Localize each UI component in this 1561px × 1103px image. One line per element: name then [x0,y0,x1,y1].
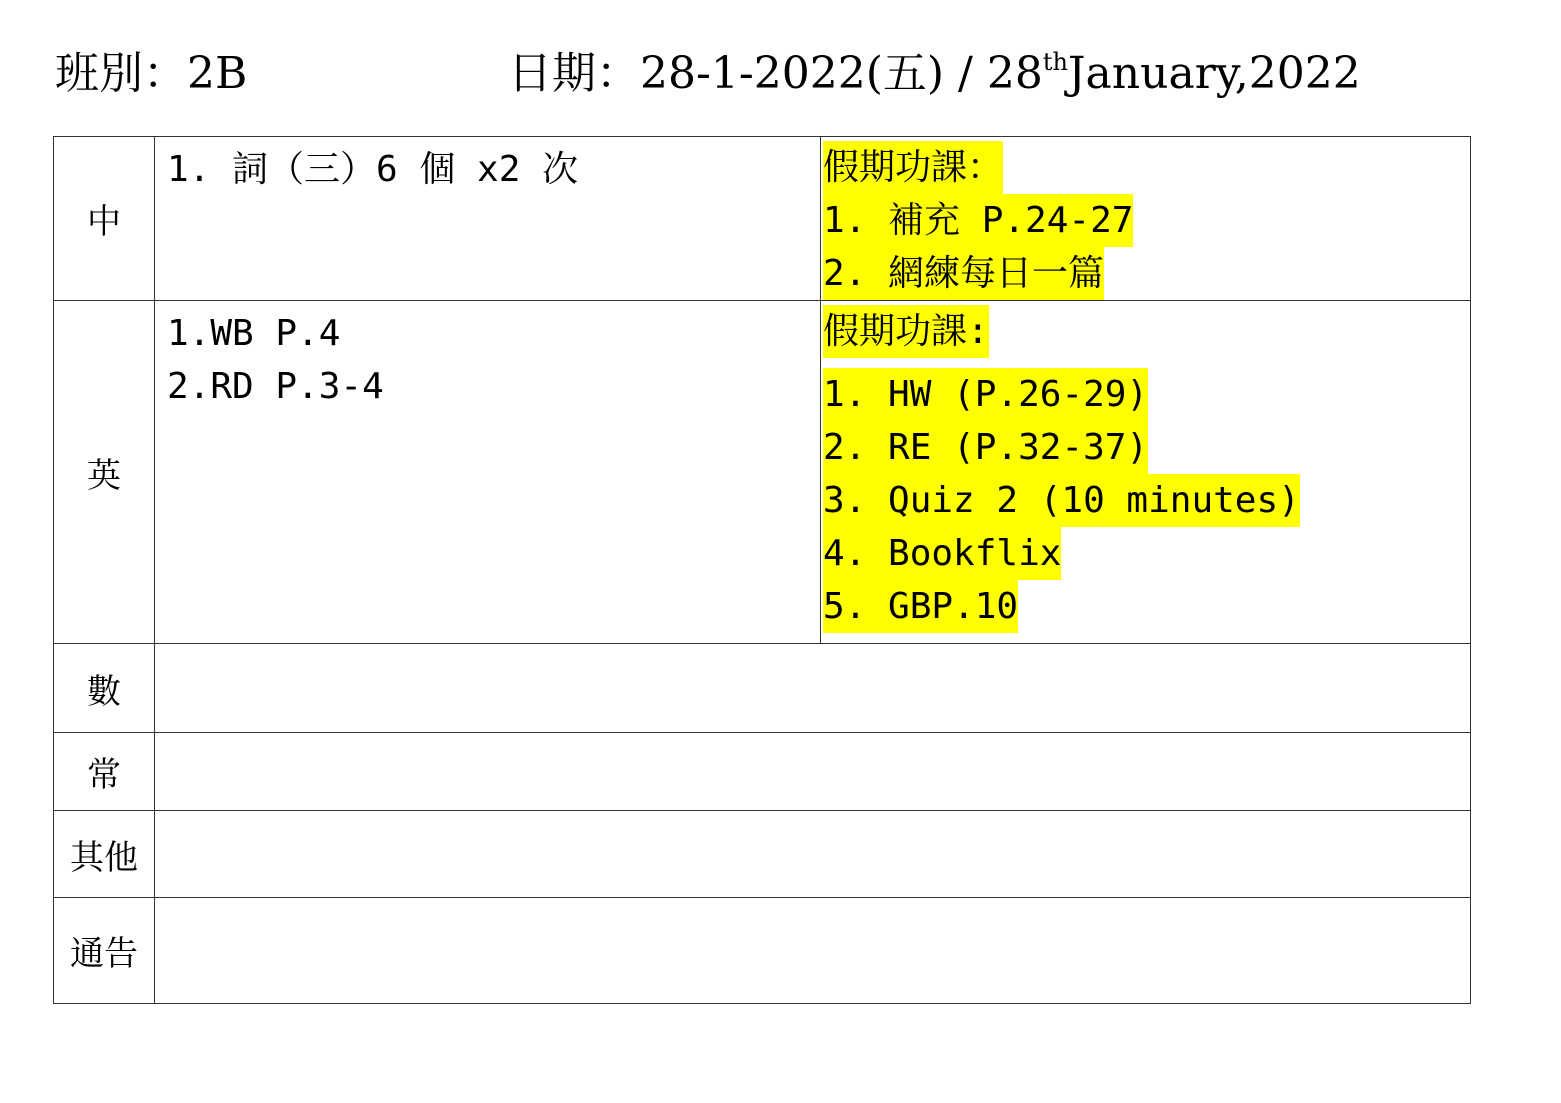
english-holiday-item: 2. RE (P.32-37) [823,421,1148,474]
math-cell [155,644,1471,733]
date-prefix: 日期：28-1-2022(五) / 28 [508,48,1043,99]
chinese-holiday-title: 假期功課： [823,141,1003,194]
subject-chinese: 中 [54,137,155,301]
row-general-studies [54,733,1471,811]
row-english [54,301,1471,644]
english-holiday-cell [821,301,1471,644]
english-daily-item: 1.WB P.4 [167,313,341,354]
date-superscript: th [1042,48,1068,76]
chinese-holiday-cell [821,137,1471,301]
subject-notices: 通告 [54,898,155,1004]
english-holiday-item: 4. Bookflix [823,527,1061,580]
row-chinese [54,137,1471,301]
english-holiday-title: 假期功課: [823,305,989,358]
row-notices [54,898,1471,1004]
english-daily-cell [155,301,821,644]
chinese-daily-cell [155,137,821,301]
class-label: 班別：2B [55,48,248,99]
notices-cell [155,898,1471,1004]
chinese-daily-item: 1. 詞（三）6 個 x2 次 [167,149,579,190]
homework-table [53,136,1471,1004]
subject-english: 英 [54,301,155,644]
chinese-holiday-item: 2. 網練每日一篇 [823,247,1104,300]
row-math [54,644,1471,733]
date-suffix: January,2022 [1067,48,1361,99]
english-daily-item: 2.RD P.3-4 [167,366,384,407]
others-cell [155,811,1471,898]
english-holiday-item: 3. Quiz 2 (10 minutes) [823,474,1300,527]
english-holiday-item: 5. GBP.10 [823,580,1018,633]
date-label [508,42,1361,106]
subject-math: 數 [54,644,155,733]
subject-others: 其他 [54,811,155,898]
subject-general-studies: 常 [54,733,155,811]
row-others [54,811,1471,898]
english-holiday-item: 1. HW (P.26-29) [823,368,1148,421]
general-studies-cell [155,733,1471,811]
chinese-holiday-item: 1. 補充 P.24-27 [823,194,1133,247]
